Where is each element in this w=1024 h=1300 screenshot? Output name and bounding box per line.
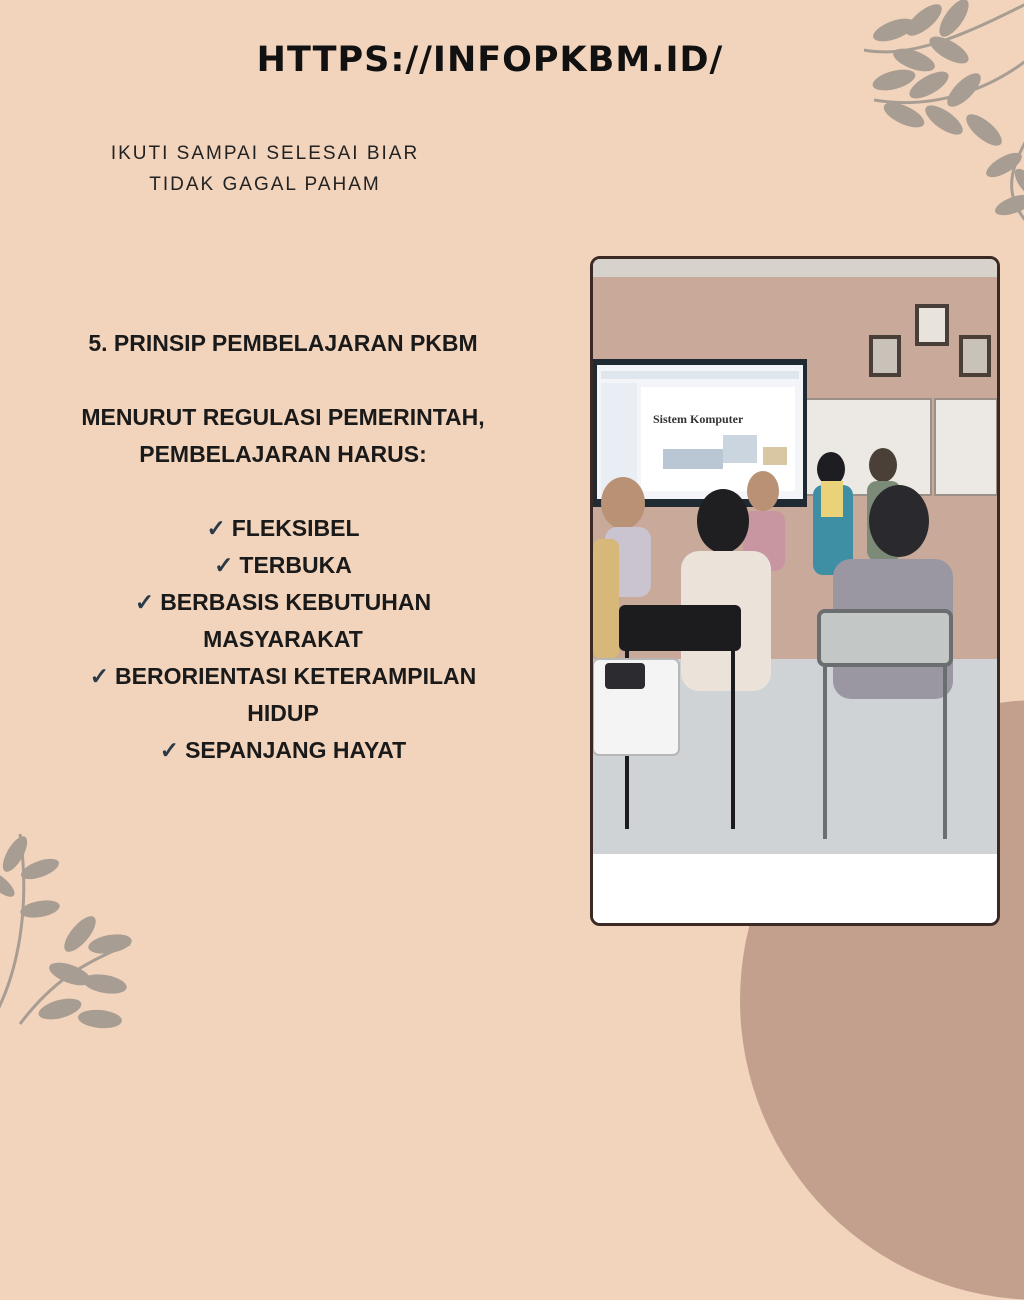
section-title: 5. PRINSIP PEMBELAJARAN PKBM xyxy=(88,330,478,356)
classroom-illustration xyxy=(593,259,997,923)
principle-item xyxy=(30,547,536,584)
principle-list xyxy=(30,510,536,769)
principle-text: FLEKSIBEL xyxy=(231,515,360,541)
check-icon: ✓ xyxy=(206,515,226,541)
tagline-line-1: IKUTI SAMPAI SELESAI BIAR xyxy=(110,143,420,164)
check-icon: ✓ xyxy=(89,663,110,689)
check-icon: ✓ xyxy=(159,737,180,763)
check-icon: ✓ xyxy=(214,552,234,578)
leaf-decoration-icon xyxy=(854,0,1024,240)
principle-text-cont: HIDUP xyxy=(247,700,319,726)
principle-text: SEPANJANG HAYAT xyxy=(185,737,407,763)
principle-item xyxy=(30,584,536,658)
intro-paragraph xyxy=(30,399,536,473)
check-icon: ✓ xyxy=(134,589,155,615)
intro-line-2: PEMBELAJARAN HARUS: xyxy=(139,441,427,467)
principle-item xyxy=(30,510,536,547)
tagline-line-2: TIDAK GAGAL PAHAM xyxy=(149,174,381,195)
principles-content xyxy=(30,325,536,769)
classroom-photo xyxy=(590,256,1000,926)
principle-text: BERORIENTASI KETERAMPILAN xyxy=(115,663,477,689)
slide-title: Sistem Komputer xyxy=(653,412,744,426)
principle-item xyxy=(30,732,536,769)
website-url: HTTPS://INFOPKBM.ID/ xyxy=(256,40,724,80)
tagline xyxy=(60,138,470,200)
principle-text: TERBUKA xyxy=(239,552,352,578)
principle-item xyxy=(30,658,536,732)
leaf-decoration-bottom-icon xyxy=(0,824,150,1034)
principle-text-cont: MASYARAKAT xyxy=(203,626,363,652)
intro-line-1: MENURUT REGULASI PEMERINTAH, xyxy=(81,404,485,430)
principle-text: BERBASIS KEBUTUHAN xyxy=(160,589,432,615)
